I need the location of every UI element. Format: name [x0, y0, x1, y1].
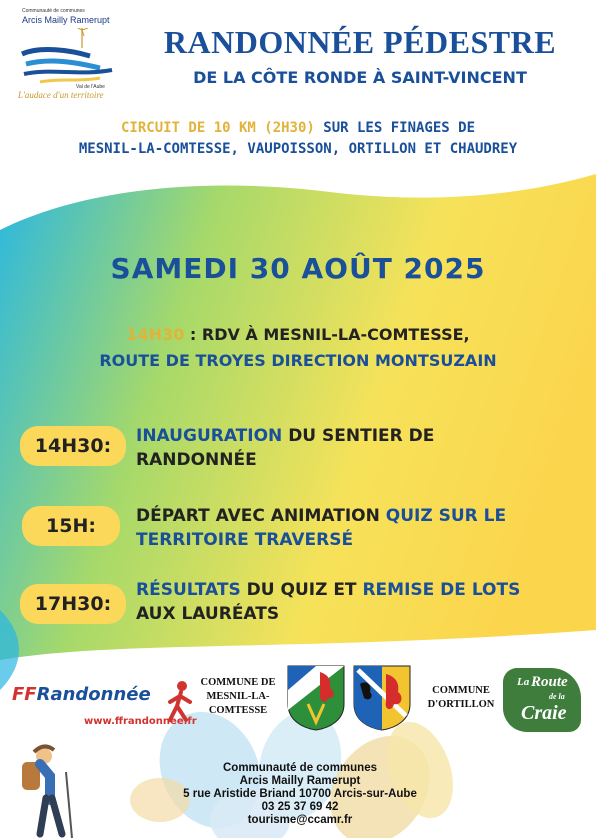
commune-mesnil-line: MESNIL-LA- [206, 691, 270, 702]
schedule-highlight: INAUGURATION [136, 426, 283, 446]
footer-address: 5 rue Aristide Briand 10700 Arcis-sur-Aube [183, 788, 417, 800]
commune-ortillon-line: COMMUNE [432, 685, 490, 696]
event-date: SAMEDI 30 AOÛT 2025 [110, 252, 486, 285]
logo-region: Val de l'Aube [76, 84, 105, 90]
schedule-text: DU SENTIER DE [282, 426, 435, 446]
logo-wave-icon [20, 28, 116, 86]
logo-small-label: Communauté de communes [22, 8, 85, 14]
mesnil-coat-of-arms-icon [286, 664, 346, 732]
schedule-highlight: QUIZ SUR LE [385, 506, 507, 526]
schedule-time-badge: 14H30: [20, 426, 126, 466]
circuit-villages: MESNIL-LA-COMTESSE, VAUPOISSON, ORTILLON ET CHAUDREY [78, 141, 518, 157]
schedule-text: AUX LAURÉATS [136, 604, 280, 624]
circuit-description [0, 118, 596, 160]
circuit-text: SUR LES FINAGES DE [314, 120, 476, 136]
schedule-text: DU QUIZ ET [240, 580, 363, 600]
schedule-time-badge: 17H30: [20, 584, 126, 624]
ortillon-coat-of-arms-icon [352, 664, 412, 732]
schedule-item [136, 578, 576, 626]
route-de-la-craie-logo [503, 668, 581, 732]
page-title: RANDONNÉE PÉDESTRE [163, 24, 557, 60]
footer-contact [150, 762, 450, 827]
footer-email[interactable]: tourisme@ccamr.fr [247, 814, 353, 826]
ffr-brand-red: FF [12, 684, 37, 705]
footer-line: Arcis Mailly Ramerupt [239, 775, 361, 787]
meeting-point [0, 322, 596, 374]
commune-mesnil-label [198, 676, 278, 718]
ffr-url[interactable]: www.ffrandonnee.fr [84, 716, 197, 727]
rdv-time: 14H30 [126, 325, 185, 344]
ffr-brand-blue: Randonnée [36, 684, 151, 705]
commune-mesnil-line: COMMUNE DE [200, 677, 276, 688]
hiker-illustration-icon [0, 742, 80, 838]
schedule-item [136, 504, 576, 552]
schedule-text: RANDONNÉE [136, 450, 257, 470]
rdv-text: : RDV À MESNIL-LA-COMTESSE, [184, 325, 470, 344]
page-subtitle: DE LA CÔTE RONDE À SAINT-VINCENT [193, 68, 527, 87]
route-logo-text: La [517, 676, 530, 688]
commune-ortillon-line: D'ORTILLON [427, 699, 495, 710]
schedule-highlight: TERRITOIRE TRAVERSÉ [136, 530, 354, 550]
schedule-text: DÉPART AVEC ANIMATION [136, 506, 386, 526]
logo-name: Arcis Mailly Ramerupt [22, 15, 110, 25]
route-logo-text: Route [531, 674, 568, 690]
ffrandonnee-logo [12, 680, 198, 730]
logo-slogan: L'audace d'un territoire [18, 90, 104, 100]
commune-mesnil-line: COMTESSE [208, 705, 268, 716]
circuit-highlight: CIRCUIT DE 10 KM (2H30) [120, 120, 315, 136]
route-logo-text: de la [549, 692, 565, 701]
route-logo-text: Craie [521, 702, 567, 724]
rdv-route: ROUTE DE TROYES DIRECTION MONTSUZAIN [99, 351, 497, 370]
schedule-highlight: REMISE DE LOTS [362, 580, 521, 600]
footer-phone[interactable]: 03 25 37 69 42 [261, 801, 339, 813]
schedule-highlight: RÉSULTATS [136, 580, 241, 600]
ffr-brand [12, 684, 151, 705]
schedule-item [136, 424, 576, 472]
schedule-time-badge: 15H: [22, 506, 120, 546]
ccamr-logo [14, 8, 122, 108]
footer-line: Communauté de communes [223, 762, 377, 774]
commune-ortillon-label [424, 684, 498, 712]
